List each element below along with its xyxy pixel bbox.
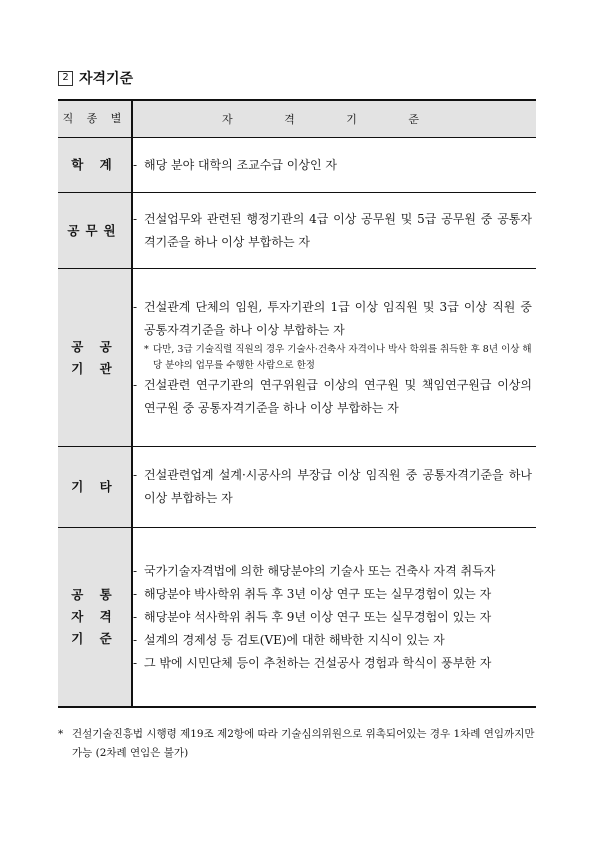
header-job-category: 직 종 별 [58,100,132,138]
table-row-official [58,193,536,269]
list-item [133,296,532,342]
row-content-other [132,447,536,528]
label-line: 공 통 [71,587,118,602]
item-text: 해당분야 석사학위 취득 후 9년 이상 연구 또는 실무경험이 있는 자 [144,609,492,624]
section-number-box: 2 [58,71,73,86]
item-text: 국가기술자격법에 의한 해당분야의 기술사 또는 건축사 자격 취득자 [144,563,496,578]
label-line: 공 공 [71,338,118,354]
item-text: 설계의 경제성 등 검토(VE)에 대한 해박한 지식이 있는 자 [144,632,445,647]
dash-bullet: - [133,157,138,172]
item-text: 건설관계 단체의 임원, 투자기관의 1급 이상 임직원 및 3급 이상 직원 중 공통자격기준을 하나 이상 부합하는 자 [144,299,532,337]
table-row-common [58,528,536,708]
item-text: 건설관련업계 설계·시공사의 부장급 이상 임직원 중 공통자격기준을 하나 이상 부합하는 자 [144,468,532,505]
dash-bullet: - [133,299,138,314]
list-item [133,629,532,652]
dash-bullet: - [133,468,138,482]
row-label-public [58,269,132,447]
item-text: 그 밖에 시민단체 등이 추천하는 건설공사 경험과 학식이 풍부한 자 [144,655,492,670]
dash-bullet: - [133,609,138,624]
row-content-public [132,269,536,447]
item-text: 건설관련 연구기관의 연구위원급 이상의 연구원 및 책임연구원급 이상의 연구원 중 공통자격기준을 하나 이상 부합하는 자 [144,377,532,415]
section-title [58,67,133,89]
label-line: 자 격 [71,609,118,624]
list-item [133,464,532,510]
footnote-mark: * [58,728,64,740]
list-item [133,652,532,675]
list-item [133,606,532,629]
dash-bullet: - [133,563,138,578]
row-content-academia [132,138,536,193]
footnote [58,725,538,763]
list-item [133,374,532,420]
table-header-row [58,100,536,138]
list-item [133,154,532,177]
sub-note [133,342,532,374]
list-item [133,560,532,583]
item-text: 해당 분야 대학의 조교수급 이상인 자 [144,157,337,172]
dash-bullet: - [133,211,138,226]
qualification-table [58,99,536,708]
label-line: 기 관 [71,360,118,376]
note-text: 다만, 3급 기술직렬 직원의 경우 기술사·건축사 자격이나 박사 학위를 취득한 후 8년 이상 해당 분야의 업무를 수행한 사람으로 한정 [153,343,532,371]
label-line: 기 준 [71,631,118,646]
table-row-academia [58,138,536,193]
dash-bullet: - [133,586,138,601]
list-item [133,208,532,254]
table-row-public [58,269,536,447]
dash-bullet: - [133,655,138,670]
section-title-text: 자격기준 [79,71,134,87]
note-mark: * [144,343,149,355]
footnote-text: 건설기술진흥법 시행령 제19조 제2항에 따라 기술심의위원으로 위촉되어있는 경우 1차례 연임까지만 가능 (2차례 연임은 불가) [72,728,535,759]
row-label-official: 공무원 [58,193,132,269]
row-label-common [58,528,132,708]
table-row-other [58,447,536,528]
dash-bullet: - [133,632,138,647]
item-text: 해당분야 박사학위 취득 후 3년 이상 연구 또는 실무경험이 있는 자 [144,586,492,601]
list-item [133,583,532,606]
header-qualification: 자 격 기 준 [132,100,536,138]
row-label-other: 기 타 [58,447,132,528]
dash-bullet: - [133,377,138,392]
row-content-common [132,528,536,708]
row-content-official [132,193,536,269]
row-label-academia: 학 계 [58,138,132,193]
item-text: 건설업무와 관련된 행정기관의 4급 이상 공무원 및 5급 공무원 중 공통자격기준을 하나 이상 부합하는 자 [144,211,532,249]
